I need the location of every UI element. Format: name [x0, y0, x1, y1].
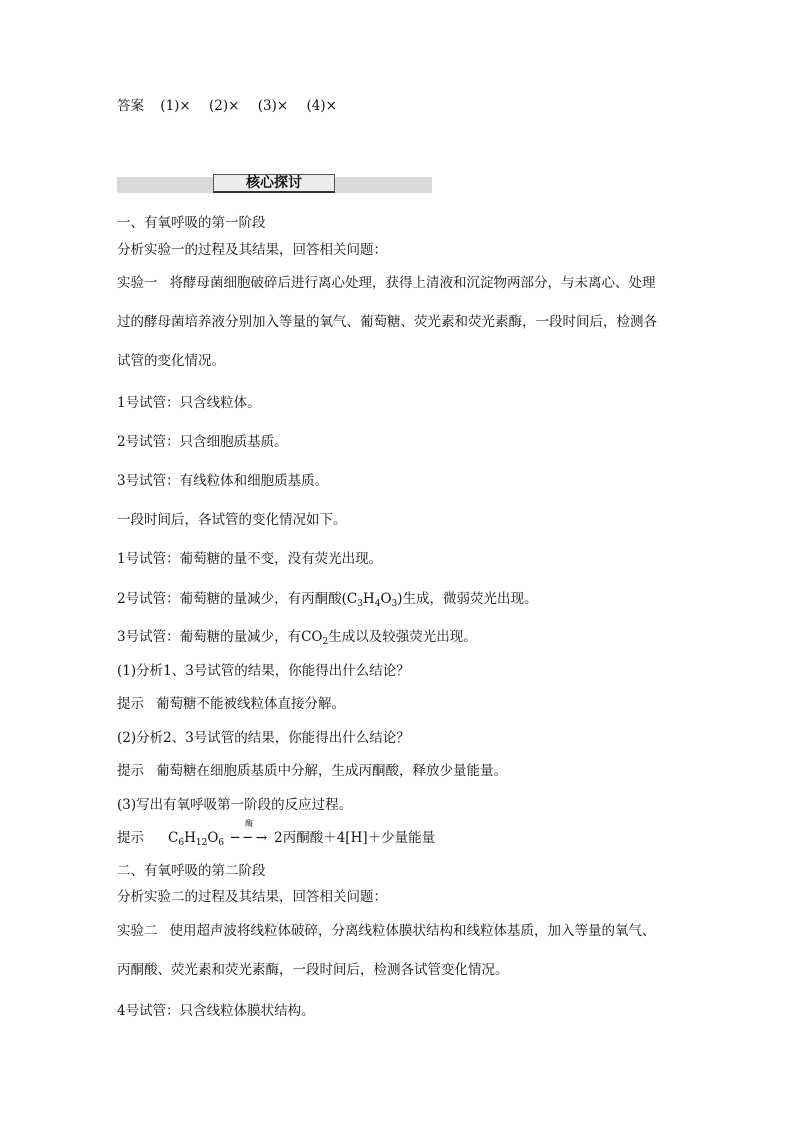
arrow-glyph: ─ ─ →	[231, 830, 268, 846]
tube3-result	[117, 628, 477, 646]
answer-item-4: (4)×	[306, 98, 337, 114]
hint2-text: 葡萄糖在细胞质基质中分解，生成丙酮酸，释放少量能量。	[156, 763, 507, 779]
equation-part: C	[168, 830, 179, 846]
subscript: 3	[357, 599, 363, 609]
tube3-content: 3号试管：有线粒体和细胞质基质。	[117, 473, 329, 489]
question2: (2)分析2、3号试管的结果，你能得出什么结论？	[117, 730, 410, 746]
question1: (1)分析1、3号试管的结果，你能得出什么结论？	[117, 663, 410, 679]
experiment1-line3: 试管的变化情况。	[117, 353, 225, 369]
answer-label: 答案	[117, 98, 144, 114]
answer-item-1: (1)×	[160, 98, 191, 114]
experiment1-line2: 过的酵母菌培养液分别加入等量的氧气、葡萄糖、荧光素和荧光素酶，一段时间后，检测各	[117, 314, 657, 330]
equation-part: O	[207, 830, 219, 846]
banner-title: 核心探讨	[213, 174, 335, 193]
section2-heading: 二、有氧呼吸的第二阶段	[117, 863, 266, 879]
experiment2-line2: 丙酮酸、荧光素和荧光素酶，一段时间后，检测各试管变化情况。	[117, 962, 509, 978]
subscript: 6	[178, 838, 185, 848]
tube3-result-part: 生成以及较强荧光出现。	[328, 629, 477, 645]
answer-line	[117, 97, 351, 115]
experiment1-label: 实验一	[117, 275, 158, 291]
equation-products: 2丙酮酸＋4[H]＋少量能量	[274, 830, 436, 846]
experiment2-line1	[117, 922, 656, 940]
after-text: 一段时间后，各试管的变化情况如下。	[117, 512, 347, 528]
experiment2-label: 实验二	[117, 923, 158, 939]
answer-item-3: (3)×	[257, 98, 289, 114]
experiment1-text1: 将酵母菌细胞破碎后进行离心处理，获得上清液和沉淀物两部分，与未离心、处理	[169, 275, 656, 291]
hint-label: 提示	[117, 763, 144, 779]
tube1-result: 1号试管：葡萄糖的量不变，没有荧光出现。	[117, 551, 383, 567]
hint1	[117, 695, 345, 713]
tube2-result-part: H	[362, 591, 375, 607]
equation-part: H	[184, 830, 196, 846]
experiment1-line1	[117, 274, 656, 292]
subscript: 3	[391, 599, 398, 609]
tube1-content: 1号试管：只含线粒体。	[117, 395, 261, 411]
tube2-result-part: )生成，微弱荧光出现。	[397, 591, 538, 607]
hint-label: 提示	[117, 696, 144, 712]
tube2-result	[117, 590, 538, 608]
subscript: 6	[218, 838, 225, 848]
hint3-equation	[117, 819, 436, 848]
tube3-result-part: 3号试管：葡萄糖的量减少，有CO	[117, 629, 323, 645]
section1-heading: 一、有氧呼吸的第一阶段	[117, 215, 266, 231]
question3: (3)写出有氧呼吸第一阶段的反应过程。	[117, 797, 353, 813]
hint2	[117, 762, 507, 780]
answer-item-2: (2)×	[209, 98, 240, 114]
subscript: 12	[195, 838, 208, 848]
experiment2-text1: 使用超声波将线粒体破碎，分离线粒体膜状结构和线粒体基质，加入等量的氧气、	[169, 923, 656, 939]
tube2-result-part: O	[380, 591, 392, 607]
tube4-content: 4号试管：只含线粒体膜状结构。	[117, 1003, 315, 1019]
section2-intro: 分析实验二的过程及其结果，回答相关问题：	[117, 889, 387, 905]
hint1-text: 葡萄糖不能被线粒体直接分解。	[156, 696, 345, 712]
section-banner	[117, 177, 432, 193]
hint-label: 提示	[117, 830, 144, 846]
reaction-arrow	[228, 819, 270, 847]
subscript: 2	[322, 637, 329, 647]
enzyme-label: 酶	[245, 819, 254, 828]
section1-intro: 分析实验一的过程及其结果，回答相关问题：	[117, 242, 387, 258]
subscript: 4	[374, 599, 381, 609]
tube2-content: 2号试管：只含细胞质基质。	[117, 434, 288, 450]
tube2-result-part: 2号试管：葡萄糖的量减少，有丙酮酸(C	[117, 591, 358, 607]
